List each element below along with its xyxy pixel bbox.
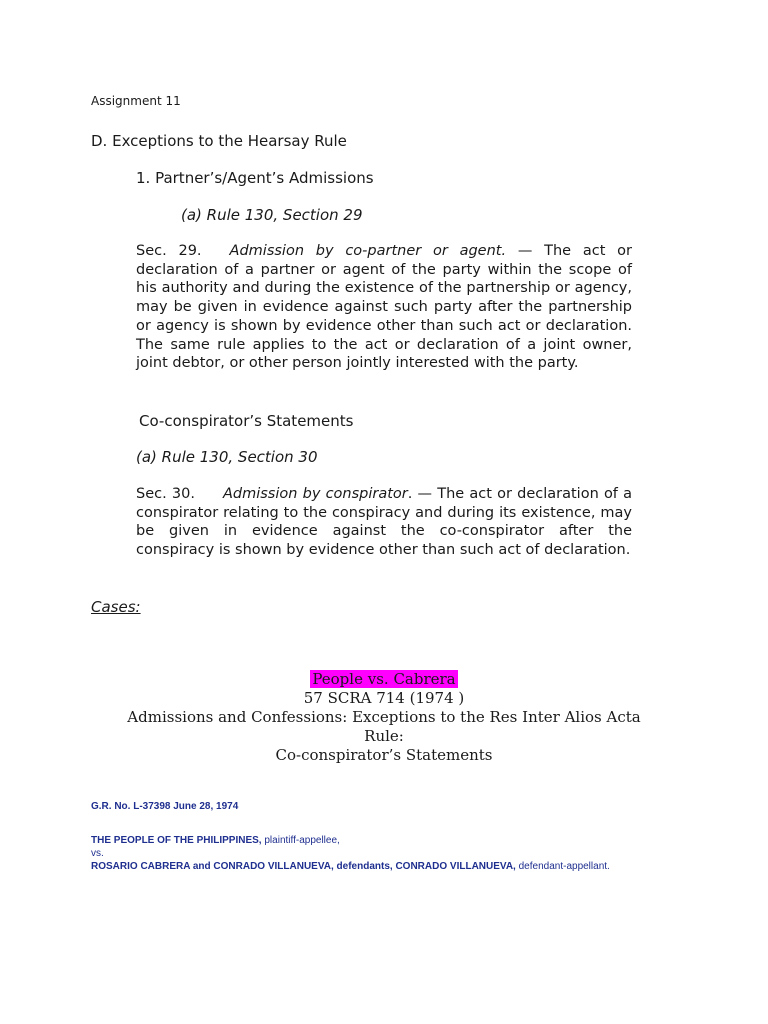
assignment-label: Assignment 11 [91, 94, 181, 108]
party2-name: ROSARIO CABRERA and CONRADO VILLANUEVA, defendants, CONRADO VILLANUEVA, [91, 861, 516, 872]
section-30-paragraph [136, 485, 632, 560]
heading-partner-admissions: 1. Partner’s/Agent’s Admissions [136, 169, 374, 187]
case-citation: 57 SCRA 714 (1974 ) [303, 689, 465, 707]
sec30-text: . — The act or declaration of a conspirator relating to the conspiracy and during its existence, may be given in evidence against the co-conspirator after the conspiracy is shown by evidence other than such act of declaration. [136, 486, 632, 559]
heading-exceptions: D. Exceptions to the Hearsay Rule [91, 132, 347, 150]
sec29-label: Sec. 29. [136, 243, 202, 259]
sec29-text: — The act or declaration of a partner or agent of the party within the scope of his authority and during the existence of the partnership or agency, may be given in evidence against such party after the partnership or agency is shown by evidence other than such act or declaration. The same rule applies to the act or declaration of a joint owner, joint debtor, or other person jointly interested with the party. [136, 243, 632, 372]
gr-number: G.R. No. L-37398 June 28, 1974 [91, 801, 239, 812]
sec29-title: Admission by co-partner or agent. [229, 243, 507, 259]
heading-rule-130-sec-29: (a) Rule 130, Section 29 [181, 206, 363, 224]
case-topic-line2: Rule: [364, 727, 404, 745]
heading-co-conspirator: Co-conspirator’s Statements [139, 412, 354, 430]
sec30-label: Sec. 30. [136, 486, 195, 502]
case-title: People vs. Cabrera [312, 670, 456, 688]
party1-name: THE PEOPLE OF THE PHILIPPINES, [91, 835, 262, 846]
case-header [0, 670, 768, 765]
case-topic-line3: Co-conspirator’s Statements [275, 746, 493, 764]
sec30-title: Admission by conspirator [222, 486, 408, 502]
heading-rule-130-sec-30: (a) Rule 130, Section 30 [136, 448, 318, 466]
party2-role: defendant-appellant. [515, 861, 610, 872]
case-parties [91, 834, 651, 873]
cases-heading: Cases: [91, 598, 141, 616]
case-topic-line1: Admissions and Confessions: Exceptions to the Res Inter Alios Acta [127, 708, 641, 726]
versus-label: vs. [91, 848, 104, 859]
section-29-paragraph [136, 242, 632, 373]
party1-role: plaintiff-appellee, [261, 835, 340, 846]
